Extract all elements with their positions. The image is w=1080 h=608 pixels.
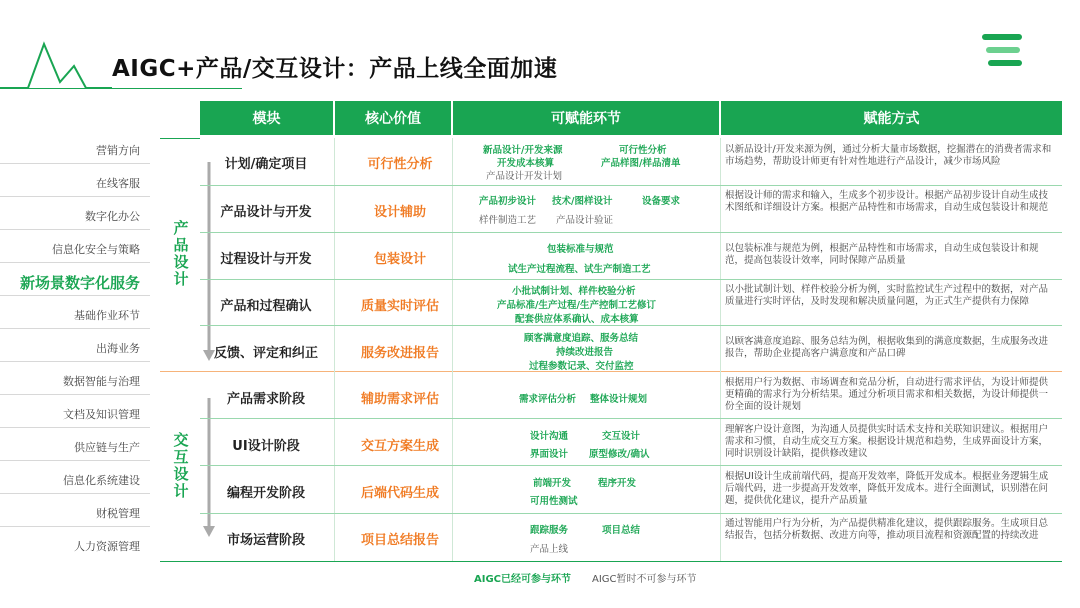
- sidebar-divider: [0, 196, 150, 197]
- module-plan: 计划/确定项目: [224, 157, 308, 172]
- row-divider: [200, 279, 1062, 280]
- link-item: 程序开发: [598, 478, 637, 489]
- brand-logo-icon: [982, 34, 1026, 68]
- sidebar-divider: [0, 328, 150, 329]
- core-value-project-summary: 项目总结报告: [360, 533, 439, 548]
- enable-method-text: 以新品设计/开发来源为例，通过分析大量市场数据，挖掘潜在的消费者需求和市场趋势，帮助设计师更有针对性地进行产品设计，减少市场风险: [725, 144, 1052, 167]
- link-item: 设备要求: [642, 196, 681, 207]
- module-product-confirm: 产品和过程确认: [220, 299, 312, 314]
- link-item: 原型修改/确认: [589, 449, 650, 460]
- sidebar-item-it-systems[interactable]: 信息化系统建设: [63, 474, 140, 487]
- core-value-service-report: 服务改进报告: [360, 346, 439, 361]
- link-item: 开发成本核算: [497, 158, 555, 169]
- link-item: 样件制造工艺: [479, 215, 537, 226]
- enable-method-text: 通过智能用户行为分析，为产品提供精准化建议，提供跟踪服务。生成项目总结报告，包括分析数据、改进方向等，推动项目流程和资源配置的持续改进: [725, 518, 1049, 541]
- sidebar-item-marketing[interactable]: 营销方向: [96, 144, 140, 157]
- sidebar-item-supply-chain[interactable]: 供应链与生产: [74, 441, 140, 454]
- section-bracket-bottom: [160, 561, 1062, 562]
- module-product-design: 产品设计与开发: [220, 205, 312, 220]
- link-item: 项目总结: [602, 525, 641, 536]
- sidebar-divider: [0, 229, 150, 230]
- module-dev: 编程开发阶段: [226, 486, 305, 501]
- sidebar-item-basic-ops[interactable]: 基础作业环节: [74, 309, 140, 322]
- link-item: 新品设计/开发来源: [483, 145, 563, 156]
- link-item: 持续改进报告: [556, 347, 614, 358]
- sidebar-item-new-scenario[interactable]: 新场景数字化服务: [19, 274, 140, 292]
- sidebar-divider: [0, 427, 150, 428]
- column-header-enable-method: 赋能方式: [721, 101, 1062, 135]
- enable-method-text: 以小批试制计划、样件校验分析为例，实时监控试生产过程中的数据，对产品质量进行实时评估，及时发现和解决质量问题，为正式生产提供有力保障: [725, 284, 1049, 307]
- sidebar-item-hr[interactable]: 人力资源管理: [74, 540, 140, 553]
- module-feedback: 反馈、评定和纠正: [213, 346, 318, 361]
- core-value-backend-code: 后端代码生成: [360, 486, 439, 501]
- sidebar-item-security[interactable]: 信息化安全与策略: [52, 243, 140, 256]
- legend-aigc-can: AIGC已经可参与环节: [474, 574, 572, 585]
- section-label-interaction-design: 交互设计: [173, 431, 189, 500]
- link-item: 技术/图样设计: [552, 196, 613, 207]
- row-divider: [200, 325, 1062, 326]
- core-value-req-eval: 辅助需求评估: [360, 392, 439, 407]
- module-process-design: 过程设计与开发: [220, 252, 312, 267]
- sidebar-divider: [0, 262, 150, 263]
- module-ui-design: UI设计阶段: [232, 439, 300, 454]
- column-header-enable-links: 可赋能环节: [453, 101, 719, 135]
- link-item: 小批试制计划、样件校验分析: [512, 286, 636, 297]
- column-separator: [720, 138, 721, 561]
- column-header-module: 模块: [200, 101, 333, 135]
- core-value-packaging: 包装设计: [373, 252, 426, 267]
- core-value-quality: 质量实时评估: [360, 299, 439, 314]
- arrow-down-icon: [202, 398, 216, 538]
- enable-method-text: 以顾客满意度追踪、服务总结为例，根据收集到的满意度数据，生成服务改进报告，帮助企业提高客户满意度和产品口碑: [725, 336, 1049, 359]
- sidebar-item-docs[interactable]: 文档及知识管理: [63, 408, 140, 421]
- enable-method-text: 以包装标准与规范为例，根据产品特性和市场需求，自动生成包装设计和规范，提高包装设计效率，同时保障产品质量: [725, 243, 1039, 266]
- column-header-core-value: 核心价值: [335, 101, 451, 135]
- link-item: 界面设计: [530, 449, 569, 460]
- header-divider: [0, 88, 242, 89]
- link-item: 配套供应体系确认、成本核算: [515, 314, 639, 325]
- sidebar-item-overseas[interactable]: 出海业务: [96, 342, 140, 355]
- sidebar-item-data-governance[interactable]: 数据智能与治理: [63, 375, 140, 388]
- module-requirements: 产品需求阶段: [226, 392, 305, 407]
- link-item: 可行性分析: [619, 145, 667, 156]
- sidebar-divider: [0, 394, 150, 395]
- sidebar-item-finance[interactable]: 财税管理: [96, 507, 140, 520]
- section-label-product-design: 产品设计: [173, 219, 189, 288]
- link-item: 产品设计开发计划: [486, 171, 563, 182]
- sidebar-divider: [0, 163, 150, 164]
- link-item: 设计沟通: [530, 431, 569, 442]
- link-item: 整体设计规划: [590, 394, 648, 405]
- link-item: 试生产过程流程、试生产制造工艺: [508, 264, 651, 275]
- enable-method-text: 根据设计师的需求和输入，生成多个初步设计。根据产品初步设计自动生成技术图纸和详细设计方案。根据产品特性和市场需求，自动生成包装设计和规范: [725, 190, 1049, 213]
- legend-aigc-cannot: AIGC暂时不可参与环节: [592, 574, 697, 585]
- link-item: 产品设计验证: [556, 215, 614, 226]
- link-item: 包装标准与规范: [547, 244, 614, 255]
- row-divider: [200, 418, 1062, 419]
- link-item: 需求评估分析: [519, 394, 577, 405]
- enable-method-text: 根据UI设计生成前端代码，提高开发效率，降低开发成本。根据业务逻辑生成后端代码，进一步提高开发效率，降低开发成本。进行全面测试，识别潜在问题，提供优化建议，提升产品质量: [725, 471, 1049, 506]
- link-item: 顾客满意度追踪、服务总结: [524, 333, 639, 344]
- row-divider: [200, 513, 1062, 514]
- sidebar-item-digital-office[interactable]: 数字化办公: [85, 210, 140, 223]
- sidebar-item-online-service[interactable]: 在线客服: [96, 177, 140, 190]
- core-value-interaction-gen: 交互方案生成: [360, 439, 439, 454]
- link-item: 前端开发: [533, 478, 572, 489]
- link-item: 过程参数记录、交付监控: [529, 361, 634, 372]
- enable-method-text: 根据用户行为数据、市场调查和竞品分析，自动进行需求评估，为设计师提供更精确的需求行为分析结果。通过分析项目需求和相关数据，为设计师提供一份全面的设计规划: [725, 377, 1049, 412]
- page-title: AIGC+产品/交互设计：产品上线全面加速: [112, 56, 558, 82]
- pulse-line-graphic: [0, 30, 112, 100]
- link-item: 产品初步设计: [479, 196, 537, 207]
- sidebar-divider: [0, 493, 150, 494]
- sidebar-divider: [0, 295, 150, 296]
- sidebar-divider: [0, 361, 150, 362]
- section-bracket-top: [160, 138, 200, 139]
- row-divider: [200, 465, 1062, 466]
- link-item: 产品样图/样品清单: [601, 158, 681, 169]
- core-value-design-assist: 设计辅助: [373, 205, 426, 220]
- link-item: 产品上线: [530, 544, 569, 555]
- sidebar-divider: [0, 460, 150, 461]
- row-divider: [200, 185, 1062, 186]
- sidebar-divider: [0, 526, 150, 527]
- row-divider: [200, 232, 1062, 233]
- link-item: 跟踪服务: [530, 525, 569, 536]
- core-value-feasibility: 可行性分析: [367, 157, 433, 172]
- link-item: 交互设计: [602, 431, 641, 442]
- link-item: 可用性测试: [530, 496, 578, 507]
- link-item: 产品标准/生产过程/生产控制工艺修订: [497, 300, 656, 311]
- enable-method-text: 理解客户设计意图，为沟通人员提供实时话术支持和关联知识建议。根据用户需求和习惯，自动生成交互方案。根据设计规范和趋势，生成界面设计方案，同时识别设计缺陷，提供修改建议: [725, 424, 1049, 459]
- module-operations: 市场运营阶段: [226, 533, 305, 548]
